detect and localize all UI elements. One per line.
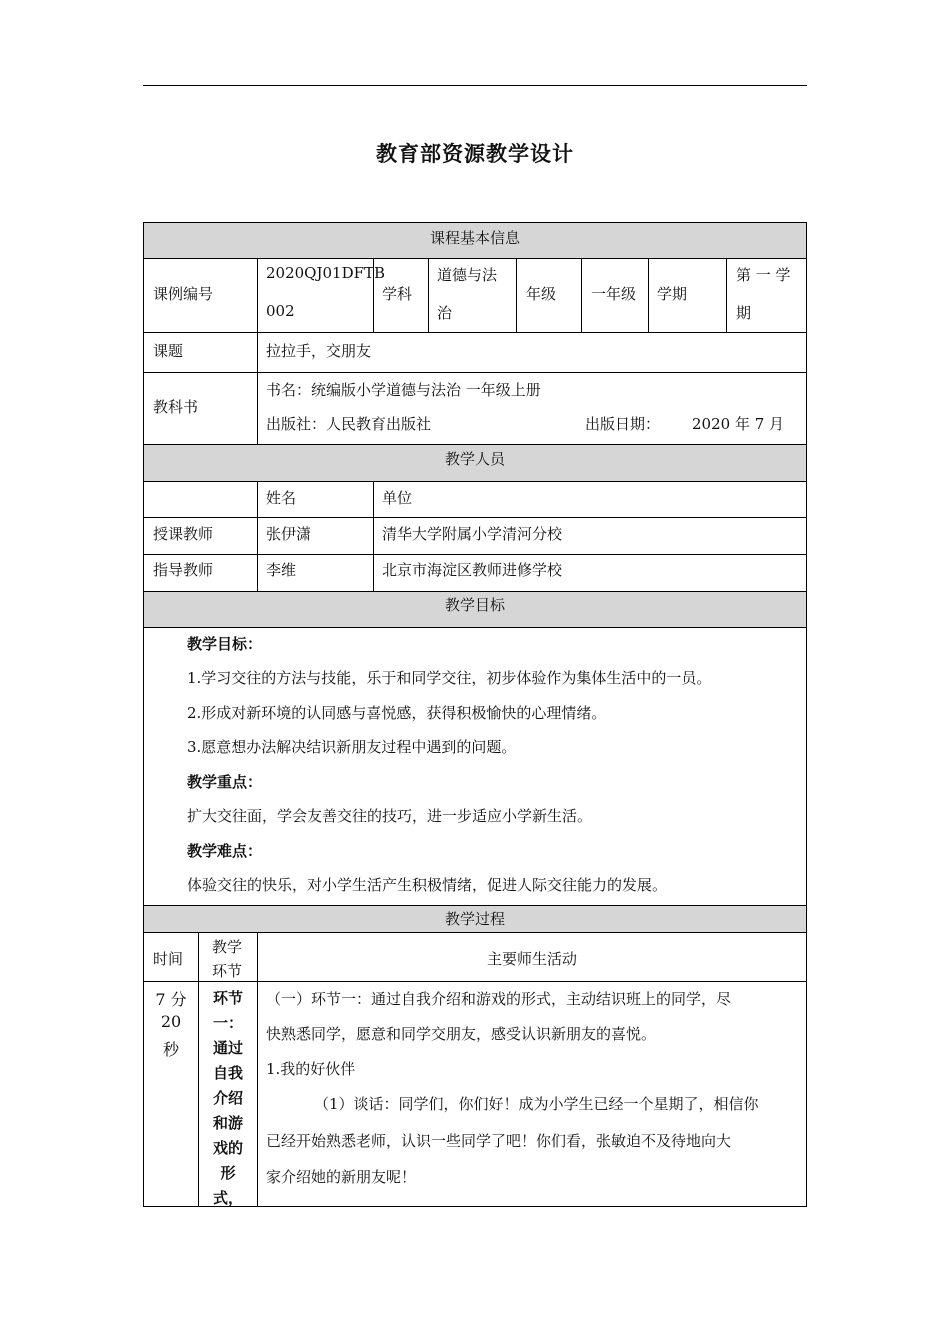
stage-line-6: 和游 [212, 1114, 243, 1132]
key-text: 扩大交往面，学会友善交往的技巧，进一步适应小学新生活。 [187, 807, 593, 825]
staff-role-1: 指导教师 [153, 561, 214, 579]
header-rule [143, 85, 807, 86]
document-title: 教育部资源教学设计 [376, 142, 574, 166]
section-basic-info-label: 课程基本信息 [429, 229, 520, 247]
staff-name-0: 张伊潇 [266, 525, 312, 543]
activity-line-6: 家介绍她的新朋友呢！ [266, 1168, 417, 1186]
case-no-line2: 002 [266, 302, 295, 320]
section-staff-label: 教学人员 [444, 450, 505, 468]
activity-line-3: 1.我的好伙伴 [266, 1060, 356, 1078]
textbook-label: 教科书 [153, 398, 199, 416]
book-name: 书名：统编版小学道德与法治 一年级上册 [266, 381, 541, 399]
subject-line1: 道德与法 [437, 266, 498, 284]
stage-line-4: 自我 [212, 1064, 243, 1082]
term-line2: 期 [736, 304, 752, 322]
time-line-2: 20 [160, 1012, 182, 1031]
process-activity-header: 主要师生活动 [486, 950, 577, 968]
staff-name-1: 李维 [266, 561, 297, 579]
time-line-3: 秒 [162, 1040, 179, 1059]
section-goals [144, 592, 806, 627]
term-label: 学期 [657, 285, 688, 303]
process-time-header: 时间 [153, 950, 184, 968]
time-line-1: 7 分 [155, 990, 187, 1009]
stage-line-3: 通过 [212, 1039, 243, 1057]
goal-item-1: 1.学习交往的方法与技能，乐于和同学交往，初步体验作为集体生活中的一员。 [187, 669, 712, 687]
stage-line-8: 形 [220, 1164, 236, 1182]
section-staff [144, 445, 806, 481]
case-no-label: 课例编号 [153, 285, 214, 303]
subject-label: 学科 [382, 285, 413, 303]
staff-name-header: 姓名 [266, 489, 297, 507]
grade-label: 年级 [526, 285, 557, 303]
goal-item-3: 3.愿意想办法解决结识新朋友过程中遇到的问题。 [187, 738, 517, 756]
pub-date-label: 出版日期： [585, 415, 661, 433]
topic-label: 课题 [153, 342, 184, 360]
staff-unit-1: 北京市海淀区教师进修学校 [382, 561, 563, 579]
publisher: 出版社：人民教育出版社 [266, 415, 432, 433]
subject-line2: 治 [437, 304, 453, 322]
staff-unit-header: 单位 [382, 489, 413, 507]
case-no-line1: 2020QJ01DFTB [266, 264, 386, 282]
difficulty-text: 体验交往的快乐，对小学生活产生积极情绪，促进人际交往能力的发展。 [187, 876, 668, 894]
activity-line-2: 快熟悉同学，愿意和同学交朋友，感受认识新朋友的喜悦。 [266, 1025, 657, 1043]
section-process [144, 906, 806, 932]
term-line1: 第 一 学 [736, 266, 791, 284]
process-stage-header-2: 环节 [212, 962, 243, 980]
grade-value: 一年级 [591, 285, 637, 303]
stage-line-7: 戏的 [212, 1139, 243, 1157]
goal-heading: 教学目标： [187, 635, 263, 653]
activity-line-1: （一）环节一：通过自我介绍和游戏的形式，主动结识班上的同学，尽 [266, 990, 732, 1008]
stage-line-9: 式， [212, 1189, 243, 1207]
goal-item-2: 2.形成对新环境的认同感与喜悦感，获得积极愉快的心理情绪。 [187, 704, 607, 722]
activity-line-5: 已经开始熟悉老师，认识一些同学了吧！你们看，张敏迫不及待地向大 [266, 1132, 732, 1150]
section-goals-label: 教学目标 [444, 596, 505, 614]
pub-date-value: 2020 年 7 月 [692, 415, 785, 433]
staff-role-0: 授课教师 [153, 525, 214, 543]
process-stage-header-1: 教学 [212, 938, 243, 956]
section-process-label: 教学过程 [444, 910, 505, 928]
stage-line-2: 一： [212, 1014, 243, 1032]
key-heading: 教学重点： [187, 773, 263, 791]
activity-line-4: （1）谈话：同学们，你们好！成为小学生已经一个星期了，相信你 [314, 1095, 759, 1113]
topic-value: 拉拉手，交朋友 [266, 342, 372, 360]
section-basic-info [144, 223, 806, 258]
staff-unit-0: 清华大学附属小学清河分校 [382, 525, 563, 543]
difficulty-heading: 教学难点： [187, 842, 263, 860]
stage-line-1: 环节 [212, 989, 243, 1007]
stage-line-5: 介绍 [212, 1089, 243, 1107]
